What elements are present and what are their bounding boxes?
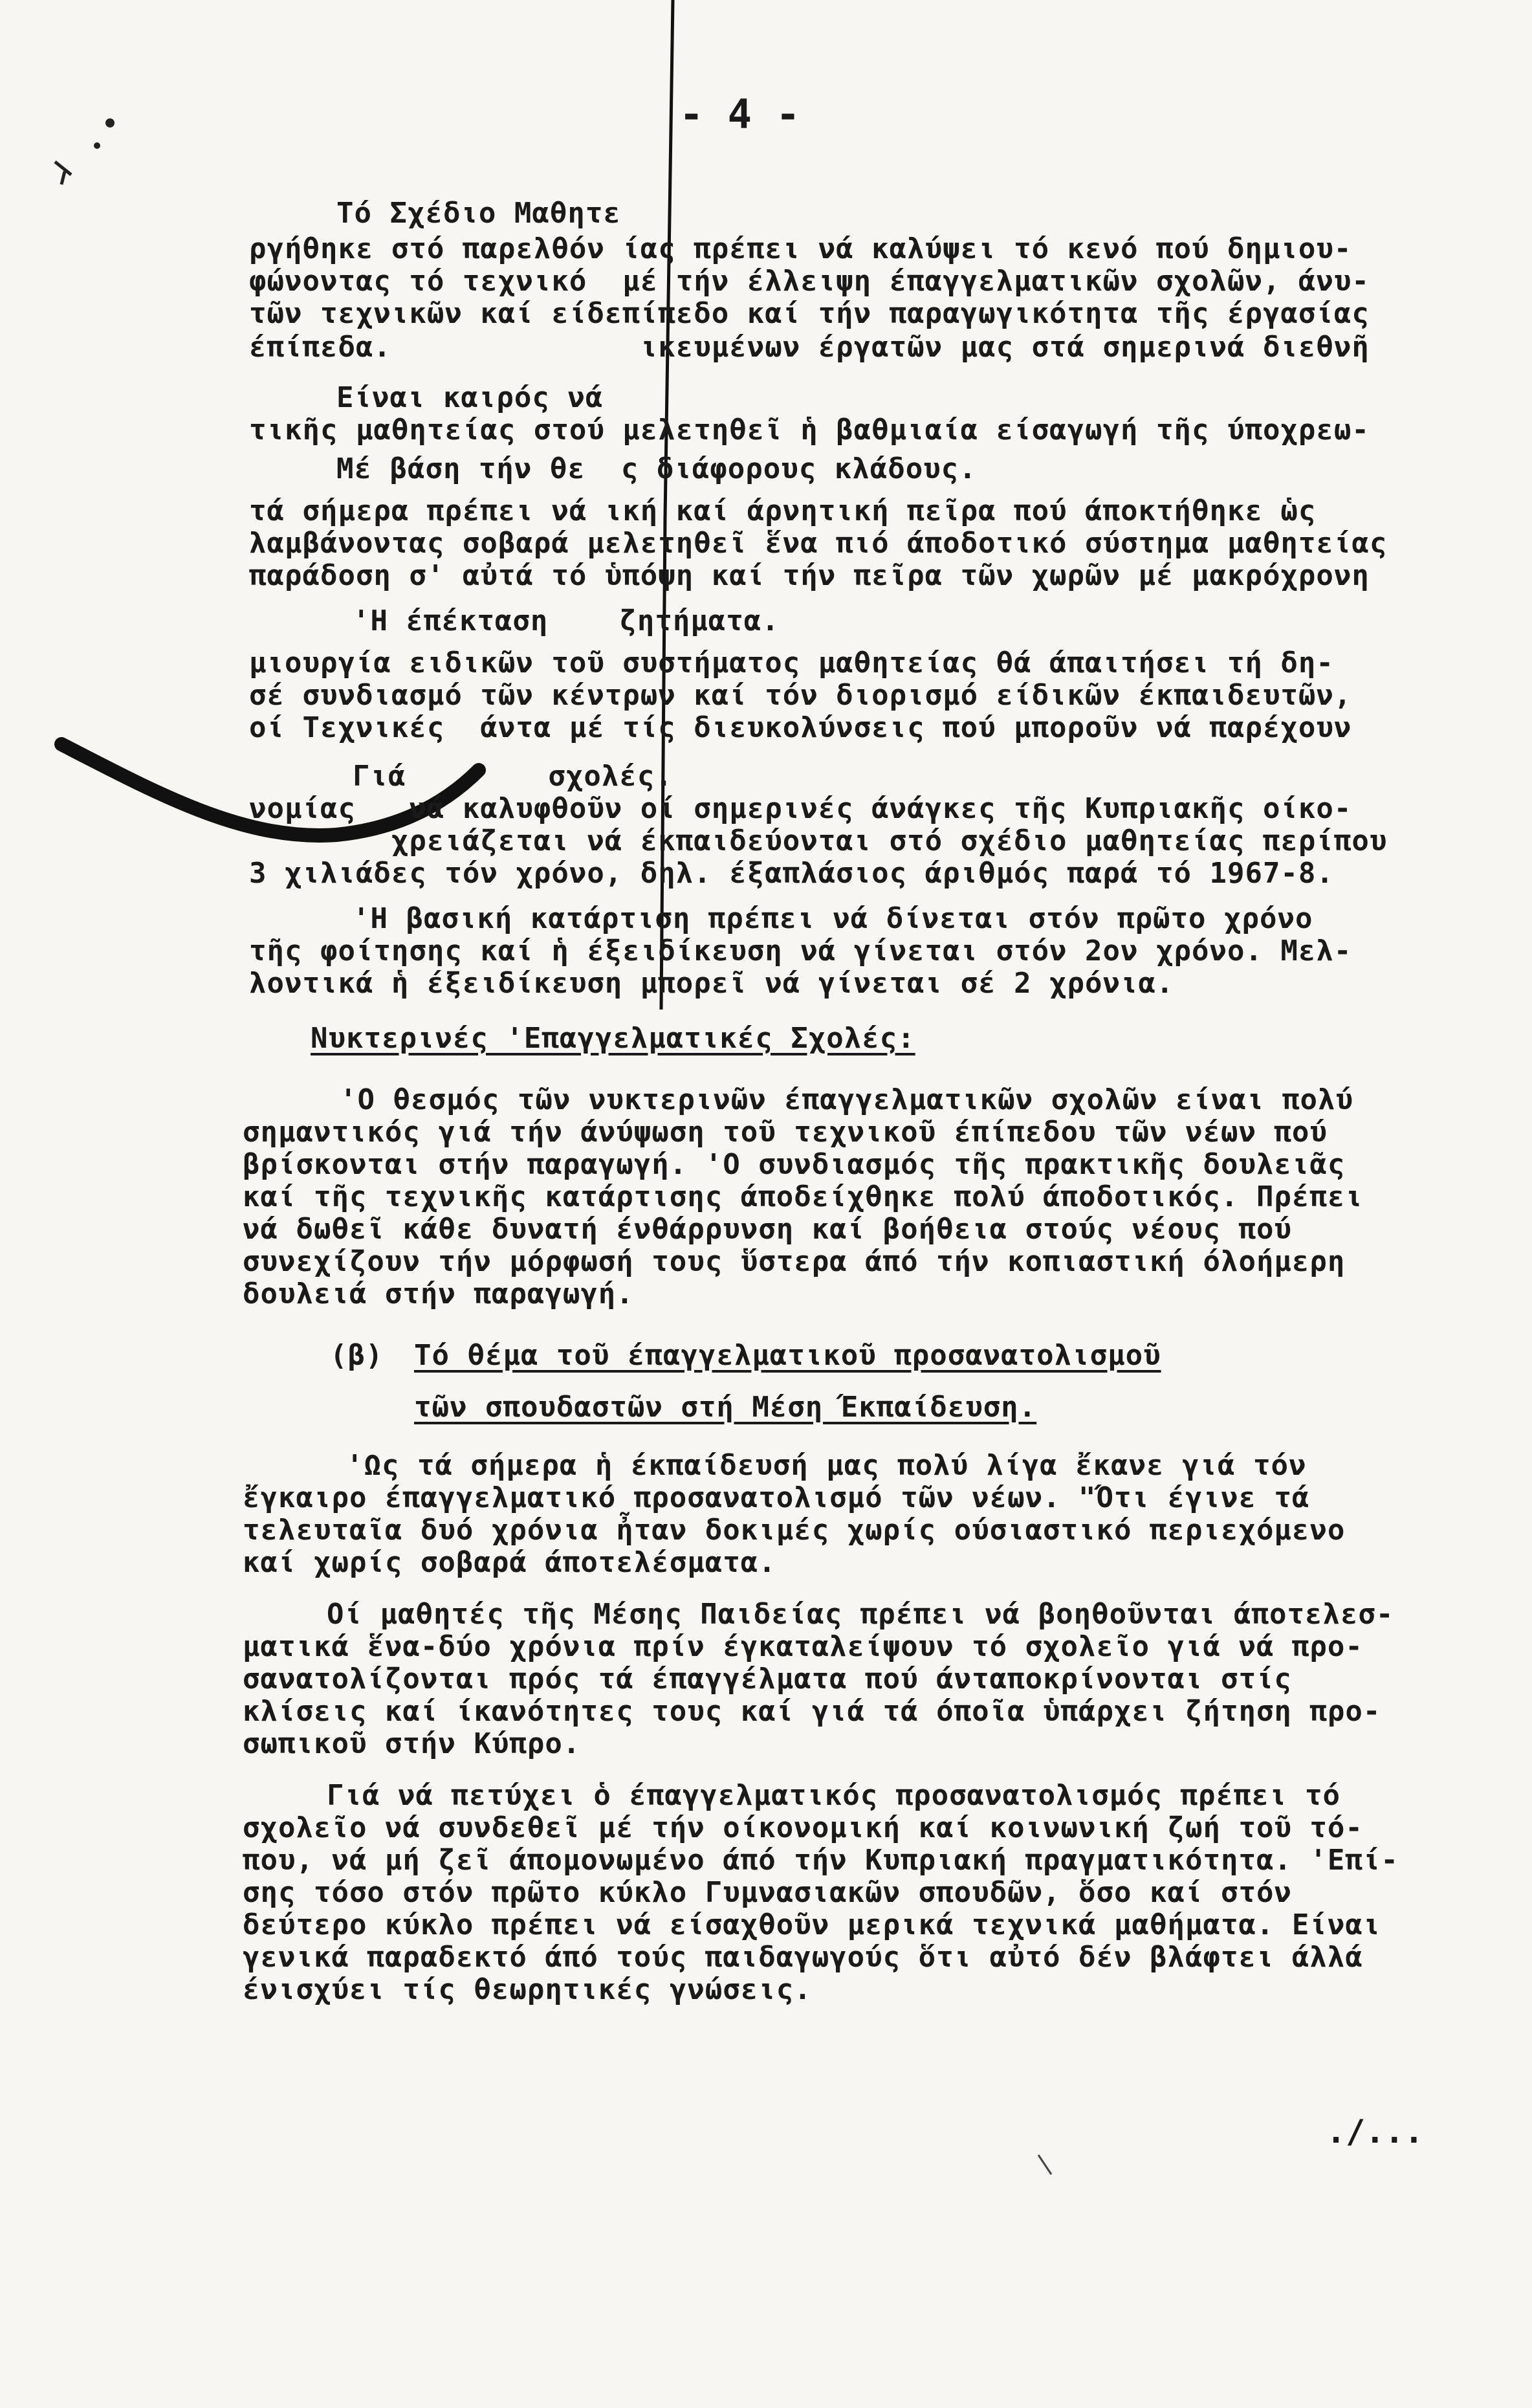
text-line: 'Η βασική κατάρτιση πρέπει νά δίνεται στόν πρῶτο χρόνο (353, 902, 1313, 935)
text-line: χρειάζεται νά έκπαιδεύονται στό σχέδιο μαθητείας περίπου (249, 824, 1388, 857)
text-line: βρίσκονται στήν παραγωγή. 'Ο συνδιασμός τῆς πρακτικῆς δουλειᾶς (243, 1148, 1346, 1181)
text-line: γενικά παραδεκτό άπό τούς παιδαγωγούς ὅτι αὐτό δέν βλάφτει άλλά (243, 1941, 1363, 1974)
text-line: ματικά ἕνα-δύο χρόνια πρίν έγκαταλείψουν τό σχολεῖο γιά νά προ- (243, 1630, 1363, 1663)
text-line: καί τῆς τεχνικῆς κατάρτισης άποδείχθηκε πολύ άποδοτικός. Πρέπει (243, 1180, 1363, 1213)
text-line: Οί μαθητές τῆς Μέσης Παιδείας πρέπει νά βοηθοῦνται άποτελεσ- (327, 1598, 1394, 1631)
text-line: οί Τεχνικές άντα μέ τίς διευκολύνσεις πού μποροῦν νά παρέχουν (249, 711, 1352, 744)
text-line: Μέ βάση τήν θε ς διάφορους κλάδους. (336, 452, 977, 485)
text-line: τά σήμερα πρέπει νά ική καί άρνητική πεῖρα πού άποκτήθηκε ὡς (249, 494, 1317, 527)
text-line: μιουργία ειδικῶν τοῦ συστήματος μαθητείας θά άπαιτήσει τή δη- (249, 646, 1334, 679)
text-line: τῶν τεχνικῶν καί είδεπίπεδο καί τήν παραγωγικότητα τῆς έργασίας (249, 297, 1370, 330)
text-line: 'Ως τά σήμερα ἡ έκπαίδευσή μας πολύ λίγα ἔκανε γιά τόν (346, 1449, 1307, 1482)
text-line: τικῆς μαθητείας στού μελετηθεῖ ἡ βαθμιαία είσαγωγή τῆς ύποχρεω- (249, 414, 1370, 447)
speck (94, 142, 100, 149)
text-line: νομίας νά καλυφθοῦν οί σημερινές άνάγκες τῆς Κυπριακῆς οίκο- (249, 792, 1352, 825)
text-line: Είναι καιρός νά (336, 381, 604, 414)
text-line: 'Η έπέκταση ζητήματα. (353, 604, 780, 637)
continuation-mark: ./... (1326, 2113, 1424, 2150)
text-line: 3 χιλιάδες τόν χρόνο, δηλ. έξαπλάσιος άριθμός παρά τό 1967-8. (249, 857, 1334, 890)
text-line: Τό Σχέδιο Μαθητε (336, 197, 621, 230)
text-line: σέ συνδιασμό τῶν κέντρων καί τόν διορισμό είδικῶν έκπαιδευτῶν, (249, 679, 1352, 712)
speck (1038, 2155, 1051, 2174)
text-line: 'Ο θεσμός τῶν νυκτερινῶν έπαγγελματικῶν σχολῶν είναι πολύ (340, 1083, 1353, 1116)
text-line: νά δωθεῖ κάθε δυνατή ένθάρρυνση καί βοήθεια στούς νέους πού (243, 1213, 1292, 1246)
text-line: έπίπεδα. ικευμένων έργατῶν μας στά σημερινά διεθνῆ (249, 331, 1370, 364)
speck (55, 162, 71, 184)
text-line: καί χωρίς σοβαρά άποτελέσματα. (243, 1546, 776, 1579)
section-heading-night: Νυκτερινές 'Επαγγελματικές Σχολές: (311, 1022, 915, 1055)
text-line: σχολεῖο νά συνδεθεῖ μέ τήν οίκονομική καί κοινωνική ζωή τοῦ τό- (243, 1811, 1363, 1844)
text-line: που, νά μή ζεῖ άπομονωμένο άπό τήν Κυπριακή πραγματικότητα. 'Επί- (243, 1844, 1399, 1877)
section-b-title: Τό θέμα τοῦ έπαγγελματικοῦ προσανατολισμοῦ (414, 1339, 1161, 1372)
text-line: ργήθηκε στό παρελθόν ίας πρέπει νά καλύψει τό κενό πού δημιου- (249, 232, 1352, 265)
text-line: Γιά νά πετύχει ὁ έπαγγελματικός προσανατολισμός πρέπει τό (327, 1779, 1340, 1812)
text-line: τῆς φοίτησης καί ἡ έξειδίκευση νά γίνεται στόν 2ον χρόνο. Μελ- (249, 934, 1352, 967)
text-line: δουλειά στήν παραγωγή. (243, 1277, 634, 1310)
text-line: φώνοντας τό τεχνικό μέ τήν έλλειψη έπαγγελματικῶν σχολῶν, άνυ- (249, 265, 1370, 298)
text-line: Γιά σχολές. (353, 760, 673, 793)
text-line: συνεχίζουν τήν μόρφωσή τους ὕστερα άπό τήν κοπιαστική όλοήμερη (243, 1245, 1346, 1278)
section-b-title: τῶν σπουδαστῶν στή Μέση Έκπαίδευση. (414, 1391, 1037, 1424)
text-line: λοντικά ἡ έξειδίκευση μπορεῖ νά γίνεται σέ 2 χρόνια. (249, 967, 1174, 1000)
text-line: παράδοση σ' αὐτά τό ὑπόψη καί τήν πεῖρα τῶν χωρῶν μέ μακρόχρονη (249, 559, 1370, 592)
text-line: σης τόσο στόν πρῶτο κύκλο Γυμνασιακῶν σπουδῶν, ὅσο καί στόν (243, 1876, 1292, 1909)
speck (105, 118, 115, 127)
section-b-label: (β) (330, 1339, 384, 1372)
text-line: τελευταῖα δυό χρόνια ἦταν δοκιμές χωρίς ούσιαστικό περιεχόμενο (243, 1514, 1346, 1547)
text-line: σημαντικός γιά τήν άνύψωση τοῦ τεχνικοῦ έπίπεδου τῶν νέων πού (243, 1116, 1328, 1149)
text-line: λαμβάνοντας σοβαρά μελετηθεῖ ἕνα πιό άποδοτικό σύστημα μαθητείας (249, 527, 1388, 560)
text-line: ἔγκαιρο έπαγγελματικό προσανατολισμό τῶν νέων. "Ότι έγινε τά (243, 1481, 1310, 1514)
text-line: σωπικοῦ στήν Κύπρο. (243, 1727, 581, 1760)
text-line: σανατολίζονται πρός τά έπαγγέλματα πού άνταποκρίνονται στίς (243, 1662, 1292, 1696)
text-line: ένισχύει τίς θεωρητικές γνώσεις. (243, 1973, 812, 2006)
text-line: δεύτερο κύκλο πρέπει νά είσαχθοῦν μερικά τεχνικά μαθήματα. Είναι (243, 1908, 1381, 1941)
page-number: - 4 - (679, 91, 800, 138)
text-line: κλίσεις καί ίκανότητες τους καί γιά τά όποῖα ὑπάρχει ζήτηση προ- (243, 1695, 1381, 1728)
